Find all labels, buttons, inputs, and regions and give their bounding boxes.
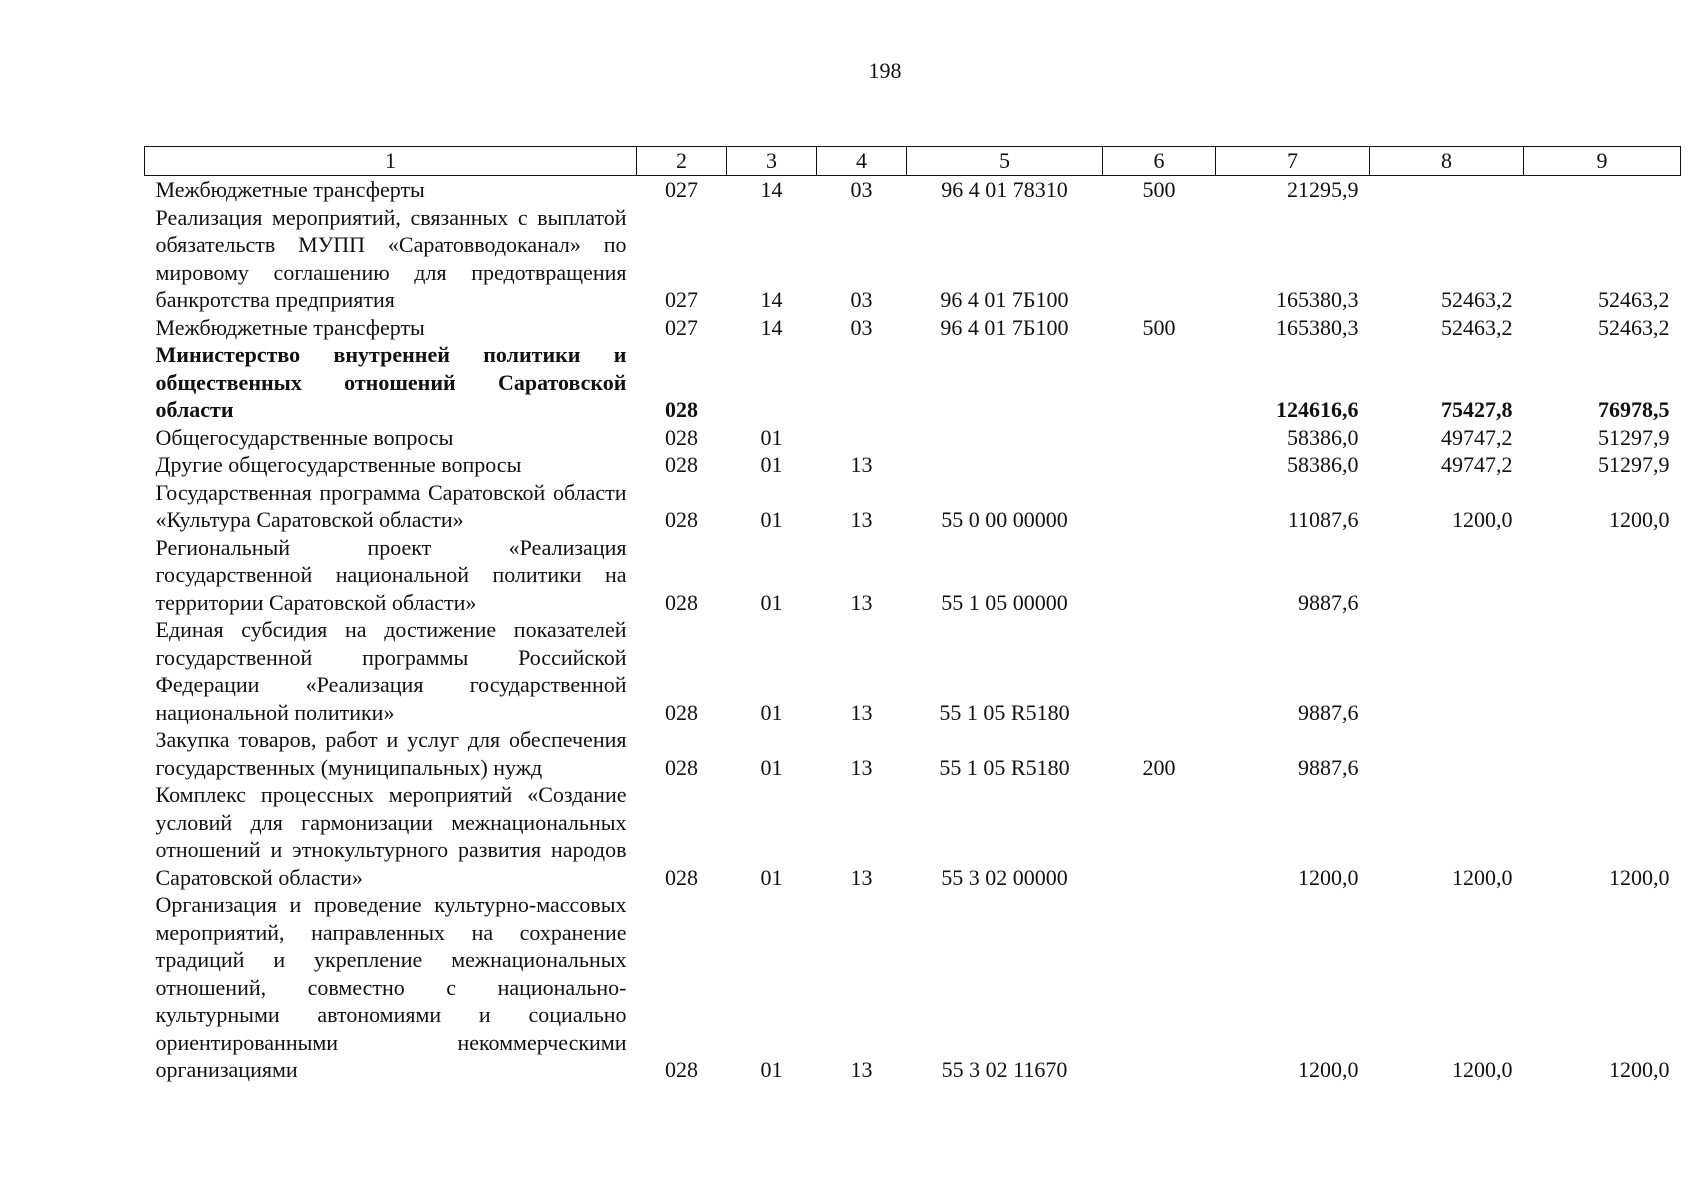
column-header: 6 [1103, 147, 1216, 176]
row-amount-cell: 165380,3 [1276, 287, 1359, 312]
row-section-cell: 14 [760, 287, 783, 312]
row-code-cell: 027 [665, 177, 698, 202]
row-amount-cell [1370, 176, 1524, 204]
row-code-cell: 028 [665, 754, 698, 780]
row-expense-type-cell: 500 [1142, 177, 1176, 202]
row-name-cell: Государственная программа Саратовской области «Культура Саратовской области» [155, 479, 627, 532]
row-amount-cell: 51297,9 [1598, 424, 1670, 450]
row-subsection-cell: 13 [850, 754, 873, 780]
row-section-cell: 14 [760, 314, 783, 340]
row-amount-cell: 1200,0 [1452, 1057, 1513, 1082]
row-subsection-cell: 03 [850, 314, 873, 340]
row-expense-type-cell [1103, 781, 1216, 891]
row-subsection-cell: 03 [850, 177, 873, 202]
row-amount-cell: 1200,0 [1298, 864, 1359, 890]
row-amount-cell: 124616,6 [1276, 397, 1359, 422]
row-amount-cell: 52463,2 [1441, 314, 1513, 340]
table-row [145, 314, 1681, 342]
row-expense-type-cell: 500 [1142, 314, 1176, 340]
row-subsection-cell: 13 [850, 864, 873, 890]
row-code-cell: 027 [665, 314, 698, 340]
column-header: 1 [145, 147, 637, 176]
row-section-cell: 01 [760, 1057, 783, 1082]
table-body [145, 176, 1681, 1084]
row-name-cell: Общегосударственные вопросы [155, 424, 454, 450]
row-target-article-cell: 55 3 02 11670 [941, 1057, 1068, 1082]
table-row [145, 891, 1681, 1084]
table-row [145, 424, 1681, 452]
table-header-row [145, 147, 1681, 176]
row-section-cell: 01 [760, 589, 783, 615]
row-amount-cell: 1200,0 [1609, 864, 1670, 890]
row-section-cell: 01 [760, 864, 783, 890]
row-subsection-cell [817, 341, 907, 424]
row-amount-cell: 1200,0 [1609, 507, 1670, 532]
row-amount-cell: 21295,9 [1287, 177, 1359, 202]
row-expense-type-cell [1103, 891, 1216, 1084]
page-number: 198 [868, 58, 902, 83]
row-expense-type-cell [1103, 204, 1216, 314]
row-name-cell: Другие общегосударственные вопросы [155, 452, 522, 477]
row-amount-cell: 49747,2 [1441, 424, 1513, 450]
table-row [145, 726, 1681, 781]
row-target-article-cell: 96 4 01 7Б100 [940, 314, 1069, 340]
row-subsection-cell: 13 [850, 589, 873, 615]
row-amount-cell [1524, 616, 1681, 726]
budget-table [144, 146, 1681, 1084]
row-target-article-cell: 55 1 05 R5180 [939, 754, 1070, 780]
row-target-article-cell: 55 1 05 R5180 [939, 699, 1070, 725]
row-subsection-cell: 13 [850, 1057, 873, 1082]
column-header: 5 [907, 147, 1103, 176]
row-subsection-cell [817, 424, 907, 452]
row-amount-cell [1370, 726, 1524, 781]
row-amount-cell: 58386,0 [1287, 452, 1359, 477]
row-expense-type-cell: 200 [1142, 754, 1176, 780]
row-target-article-cell: 96 4 01 78310 [941, 177, 1068, 202]
row-target-article-cell: 55 3 02 00000 [941, 864, 1068, 890]
row-section-cell: 01 [760, 699, 783, 725]
table-row [145, 616, 1681, 726]
row-amount-cell: 51297,9 [1598, 452, 1670, 477]
column-header: 7 [1216, 147, 1370, 176]
row-amount-cell: 1200,0 [1298, 1057, 1359, 1082]
row-code-cell: 028 [665, 507, 698, 532]
row-section-cell: 14 [760, 177, 783, 202]
row-amount-cell: 52463,2 [1441, 287, 1513, 312]
column-header: 8 [1370, 147, 1524, 176]
row-expense-type-cell [1103, 534, 1216, 617]
row-code-cell: 028 [665, 699, 698, 725]
row-amount-cell: 9887,6 [1298, 699, 1359, 725]
table-row [145, 781, 1681, 891]
row-amount-cell: 165380,3 [1276, 314, 1359, 340]
table-row [145, 204, 1681, 314]
row-amount-cell: 75427,8 [1441, 397, 1513, 422]
row-amount-cell: 49747,2 [1441, 452, 1513, 477]
row-name-cell: Межбюджетные трансферты [155, 314, 425, 340]
row-expense-type-cell [1103, 424, 1216, 452]
row-target-article-cell: 96 4 01 7Б100 [940, 287, 1069, 312]
row-section-cell [727, 341, 817, 424]
row-amount-cell: 58386,0 [1287, 424, 1359, 450]
row-amount-cell: 1200,0 [1452, 507, 1513, 532]
row-name-cell: Комплекс процессных мероприятий «Создание условий для гармонизации межнациональных отношений и этнокультурного развития народов Саратовской области» [155, 782, 627, 890]
row-target-article-cell [907, 424, 1103, 452]
row-subsection-cell: 13 [850, 507, 873, 532]
row-target-article-cell [907, 451, 1103, 479]
row-amount-cell: 11087,6 [1287, 507, 1359, 532]
row-amount-cell: 1200,0 [1452, 864, 1513, 890]
row-code-cell: 028 [665, 424, 698, 450]
column-header: 9 [1524, 147, 1681, 176]
row-expense-type-cell [1103, 479, 1216, 534]
row-code-cell: 027 [665, 287, 698, 312]
row-subsection-cell: 13 [850, 699, 873, 725]
table-row [145, 341, 1681, 424]
row-amount-cell: 52463,2 [1598, 314, 1670, 340]
table-row [145, 479, 1681, 534]
row-subsection-cell: 03 [850, 287, 873, 312]
row-amount-cell [1370, 616, 1524, 726]
row-amount-cell: 9887,6 [1298, 589, 1359, 615]
row-amount-cell [1524, 176, 1681, 204]
row-amount-cell: 76978,5 [1598, 397, 1670, 422]
row-name-cell: Межбюджетные трансферты [155, 177, 425, 202]
row-section-cell: 01 [760, 424, 783, 450]
column-header: 4 [817, 147, 907, 176]
row-subsection-cell: 13 [850, 452, 873, 477]
table-row [145, 534, 1681, 617]
row-amount-cell: 1200,0 [1609, 1057, 1670, 1082]
column-header: 3 [727, 147, 817, 176]
row-amount-cell: 9887,6 [1298, 754, 1359, 780]
row-name-cell: Реализация мероприятий, связанных с выплатой обязательств МУПП «Саратовводоканал» по мировому соглашению для предотвращения банкротства предприятия [155, 204, 627, 312]
row-code-cell: 028 [665, 1057, 698, 1082]
row-amount-cell: 52463,2 [1598, 287, 1670, 312]
row-name-cell: Организация и проведение культурно-массовых мероприятий, направленных на сохранение традиций и укрепление межнациональных отношений, совместно с национально-культурными автономиями и социально ориентированными некоммерческими организациями [155, 892, 627, 1082]
row-expense-type-cell [1103, 341, 1216, 424]
row-code-cell: 028 [665, 589, 698, 615]
column-header: 2 [637, 147, 727, 176]
row-section-cell: 01 [760, 507, 783, 532]
row-expense-type-cell [1103, 616, 1216, 726]
row-amount-cell [1524, 726, 1681, 781]
row-target-article-cell [907, 341, 1103, 424]
row-target-article-cell: 55 1 05 00000 [941, 589, 1068, 615]
table-row [145, 176, 1681, 204]
row-name-cell: Единая субсидия на достижение показателей государственной программы Российской Федерации «Реализация государственной национальной политики» [155, 617, 627, 725]
row-amount-cell [1370, 534, 1524, 617]
row-code-cell: 028 [665, 452, 698, 477]
row-name-cell: Закупка товаров, работ и услуг для обеспечения государственных (муниципальных) нужд [155, 727, 627, 780]
row-expense-type-cell [1103, 451, 1216, 479]
row-code-cell: 028 [665, 864, 698, 890]
row-section-cell: 01 [760, 754, 783, 780]
table-row [145, 451, 1681, 479]
row-name-cell: Региональный проект «Реализация государственной национальной политики на территории Саратовской области» [155, 534, 627, 615]
row-name-cell: Министерство внутренней политики и общественных отношений Саратовской области [155, 342, 627, 422]
row-target-article-cell: 55 0 00 00000 [941, 507, 1068, 532]
row-amount-cell [1524, 534, 1681, 617]
row-section-cell: 01 [760, 452, 783, 477]
row-code-cell: 028 [665, 397, 698, 422]
